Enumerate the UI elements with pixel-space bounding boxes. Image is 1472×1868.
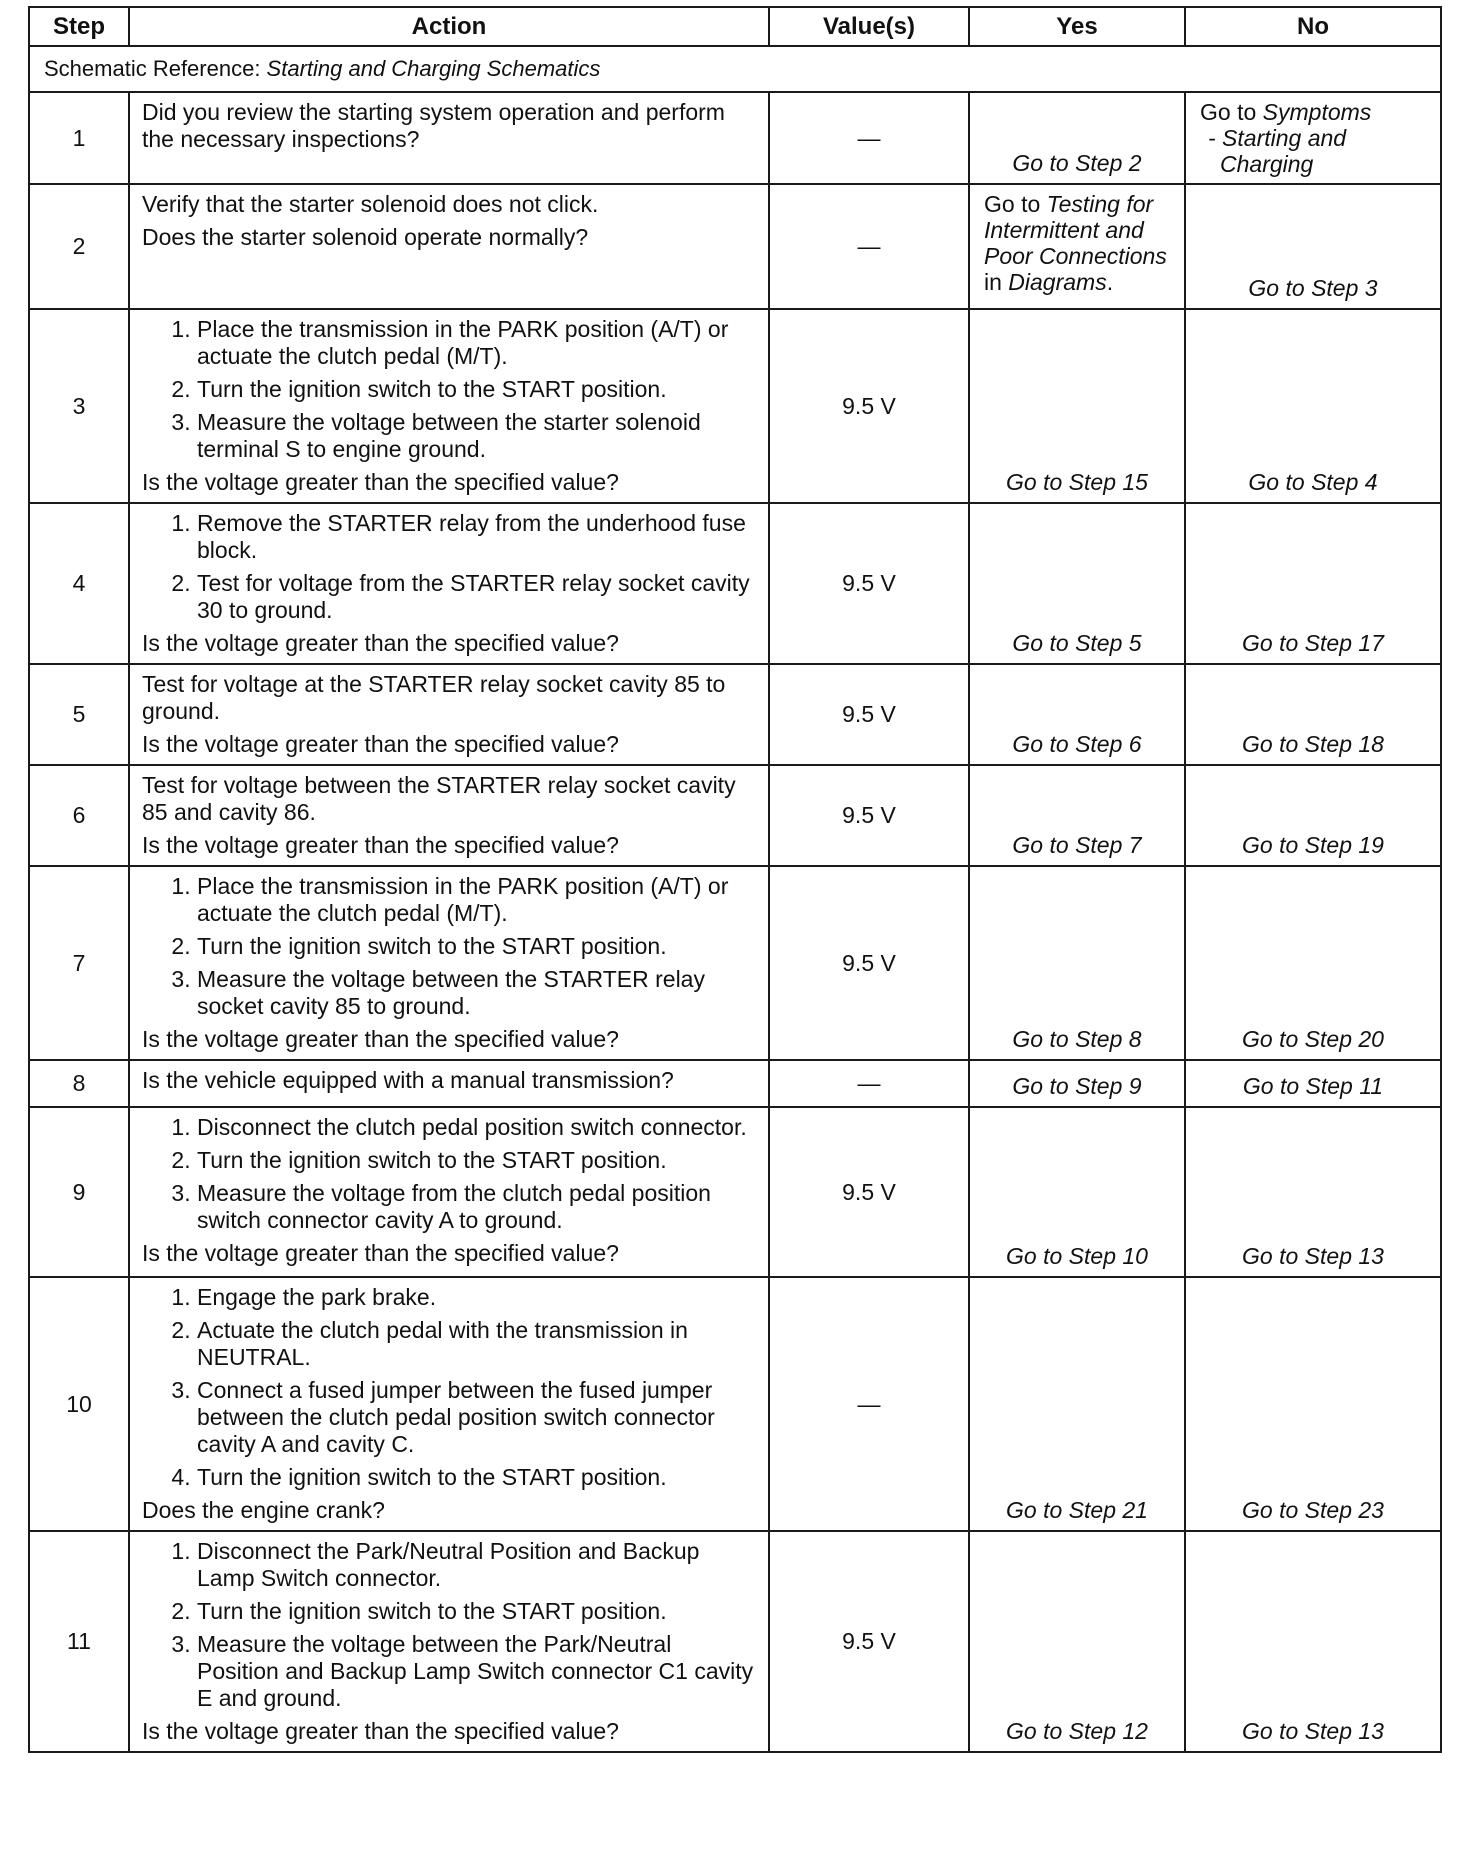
list-item: 1. Remove the STARTER relay from the underhood fuse block.: [197, 510, 758, 564]
no-cell: Go to Step 4: [1185, 309, 1441, 503]
action-question: Is the voltage greater than the specified value?: [142, 469, 619, 495]
action-steps-list: [142, 873, 758, 1020]
no-text-part: Charging: [1220, 151, 1314, 177]
action-text: Test for voltage between the STARTER relay socket cavity 85 and cavity 86.: [142, 772, 736, 825]
no-text-part: - Starting and: [1208, 125, 1347, 151]
no-cell: Go to Step 20: [1185, 866, 1441, 1060]
no-cell: Go to Step 11: [1185, 1060, 1441, 1107]
step-number: 8: [29, 1060, 129, 1107]
value-cell: —: [769, 92, 969, 184]
yes-cell: Go to Step 12: [969, 1531, 1185, 1752]
yes-text-part: Intermittent and: [984, 217, 1144, 243]
yes-text-part: Go to: [984, 191, 1047, 217]
yes-cell: Go to Step 5: [969, 503, 1185, 664]
action-question: Is the voltage greater than the specified value?: [142, 630, 619, 656]
list-item: 2. Turn the ignition switch to the START position.: [197, 1598, 758, 1625]
step-number: 1: [29, 92, 129, 184]
list-item: 3. Measure the voltage between the STARTER relay socket cavity 85 to ground.: [197, 966, 758, 1020]
step-number: 5: [29, 664, 129, 765]
table-row: [29, 184, 1441, 309]
action-text: Is the vehicle equipped with a manual transmission?: [142, 1067, 674, 1093]
action-cell: [129, 1531, 769, 1752]
schematic-reference: [29, 46, 1441, 92]
action-cell: [129, 866, 769, 1060]
table-row: [29, 765, 1441, 866]
list-item: 4. Turn the ignition switch to the START position.: [197, 1464, 758, 1491]
list-item: 1. Place the transmission in the PARK position (A/T) or actuate the clutch pedal (M/T).: [197, 316, 758, 370]
action-question: Is the voltage greater than the specified value?: [142, 1718, 619, 1744]
list-item: 3. Measure the voltage between the starter solenoid terminal S to engine ground.: [197, 409, 758, 463]
yes-text-part: Testing for: [1046, 191, 1154, 217]
list-item: 1. Engage the park brake.: [197, 1284, 758, 1311]
list-item: 1. Place the transmission in the PARK position (A/T) or actuate the clutch pedal (M/T).: [197, 873, 758, 927]
value-cell: 9.5 V: [769, 1107, 969, 1277]
table-row: [29, 1060, 1441, 1107]
table-row: [29, 503, 1441, 664]
no-cell: Go to Step 23: [1185, 1277, 1441, 1531]
header-no: No: [1185, 7, 1441, 46]
action-cell: [129, 1060, 769, 1107]
action-steps-list: [142, 1114, 758, 1234]
step-number: 11: [29, 1531, 129, 1752]
action-question: Is the voltage greater than the specified value?: [142, 731, 619, 757]
action-cell: [129, 1107, 769, 1277]
action-text: Did you review the starting system operation and perform the necessary inspections?: [142, 99, 725, 152]
step-number: 3: [29, 309, 129, 503]
yes-text-part: Poor Connections: [984, 243, 1167, 269]
value-cell: 9.5 V: [769, 866, 969, 1060]
value-cell: —: [769, 1277, 969, 1531]
step-number: 10: [29, 1277, 129, 1531]
header-values: Value(s): [769, 7, 969, 46]
yes-text-part: .: [1106, 269, 1114, 295]
list-item: 2. Actuate the clutch pedal with the transmission in NEUTRAL.: [197, 1317, 758, 1371]
header-action: Action: [129, 7, 769, 46]
action-question: Is the voltage greater than the specified value?: [142, 1026, 619, 1052]
step-number: 9: [29, 1107, 129, 1277]
action-text: Test for voltage at the STARTER relay socket cavity 85 to ground.: [142, 671, 726, 724]
schematic-prefix: Schematic Reference:: [44, 56, 267, 81]
table-row: [29, 309, 1441, 503]
step-number: 7: [29, 866, 129, 1060]
no-cell: [1185, 92, 1441, 184]
no-cell: Go to Step 17: [1185, 503, 1441, 664]
action-steps-list: [142, 510, 758, 624]
table-row: [29, 1531, 1441, 1752]
table-row: [29, 866, 1441, 1060]
yes-cell: Go to Step 2: [969, 92, 1185, 184]
schematic-link: Starting and Charging Schematics: [266, 56, 601, 81]
action-steps-list: [142, 1538, 758, 1712]
action-question: Is the voltage greater than the specified value?: [142, 1240, 619, 1266]
no-cell: Go to Step 13: [1185, 1531, 1441, 1752]
yes-cell: Go to Step 8: [969, 866, 1185, 1060]
value-cell: —: [769, 1060, 969, 1107]
value-cell: 9.5 V: [769, 765, 969, 866]
action-steps-list: [142, 316, 758, 463]
list-item: 3. Connect a fused jumper between the fused jumper between the clutch pedal position switch connector cavity A and cavity C.: [197, 1377, 758, 1458]
yes-cell: Go to Step 15: [969, 309, 1185, 503]
table-row: [29, 92, 1441, 184]
value-cell: 9.5 V: [769, 503, 969, 664]
table-row: [29, 664, 1441, 765]
yes-text-part: Diagrams: [1008, 269, 1107, 295]
yes-text-part: in: [984, 269, 1009, 295]
no-text-part: Go to: [1200, 99, 1263, 125]
list-item: 2. Test for voltage from the STARTER relay socket cavity 30 to ground.: [197, 570, 758, 624]
action-cell: [129, 664, 769, 765]
no-cell: Go to Step 3: [1185, 184, 1441, 309]
action-steps-list: [142, 1284, 758, 1491]
value-cell: 9.5 V: [769, 309, 969, 503]
list-item: 2. Turn the ignition switch to the START position.: [197, 1147, 758, 1174]
no-cell: Go to Step 19: [1185, 765, 1441, 866]
list-item: 3. Measure the voltage between the Park/Neutral Position and Backup Lamp Switch connector C1 cavity E and ground.: [197, 1631, 758, 1712]
value-cell: 9.5 V: [769, 664, 969, 765]
diagnostic-table: [28, 6, 1442, 1753]
action-cell: [129, 184, 769, 309]
no-text-part: Symptoms: [1262, 99, 1372, 125]
header-row: [29, 7, 1441, 46]
action-cell: [129, 765, 769, 866]
list-item: 2. Turn the ignition switch to the START position.: [197, 933, 758, 960]
yes-cell: Go to Step 9: [969, 1060, 1185, 1107]
header-step: Step: [29, 7, 129, 46]
list-item: 3. Measure the voltage from the clutch pedal position switch connector cavity A to ground.: [197, 1180, 758, 1234]
action-cell: [129, 503, 769, 664]
yes-cell: Go to Step 21: [969, 1277, 1185, 1531]
action-question: Does the engine crank?: [142, 1497, 385, 1523]
step-number: 6: [29, 765, 129, 866]
schematic-reference-row: [29, 46, 1441, 92]
list-item: 1. Disconnect the clutch pedal position switch connector.: [197, 1114, 758, 1141]
action-cell: [129, 309, 769, 503]
table-row: [29, 1277, 1441, 1531]
action-question: Is the voltage greater than the specified value?: [142, 832, 619, 858]
list-item: 1. Disconnect the Park/Neutral Position and Backup Lamp Switch connector.: [197, 1538, 758, 1592]
table-row: [29, 1107, 1441, 1277]
list-item: 2. Turn the ignition switch to the START position.: [197, 376, 758, 403]
yes-cell: [969, 184, 1185, 309]
action-cell: [129, 1277, 769, 1531]
step-number: 2: [29, 184, 129, 309]
yes-cell: Go to Step 7: [969, 765, 1185, 866]
yes-cell: Go to Step 6: [969, 664, 1185, 765]
value-cell: 9.5 V: [769, 1531, 969, 1752]
action-cell: [129, 92, 769, 184]
no-cell: Go to Step 13: [1185, 1107, 1441, 1277]
value-cell: —: [769, 184, 969, 309]
step-number: 4: [29, 503, 129, 664]
header-yes: Yes: [969, 7, 1185, 46]
no-cell: Go to Step 18: [1185, 664, 1441, 765]
yes-cell: Go to Step 10: [969, 1107, 1185, 1277]
action-text: Verify that the starter solenoid does not click.: [142, 191, 599, 217]
action-text: Does the starter solenoid operate normally?: [142, 224, 589, 250]
